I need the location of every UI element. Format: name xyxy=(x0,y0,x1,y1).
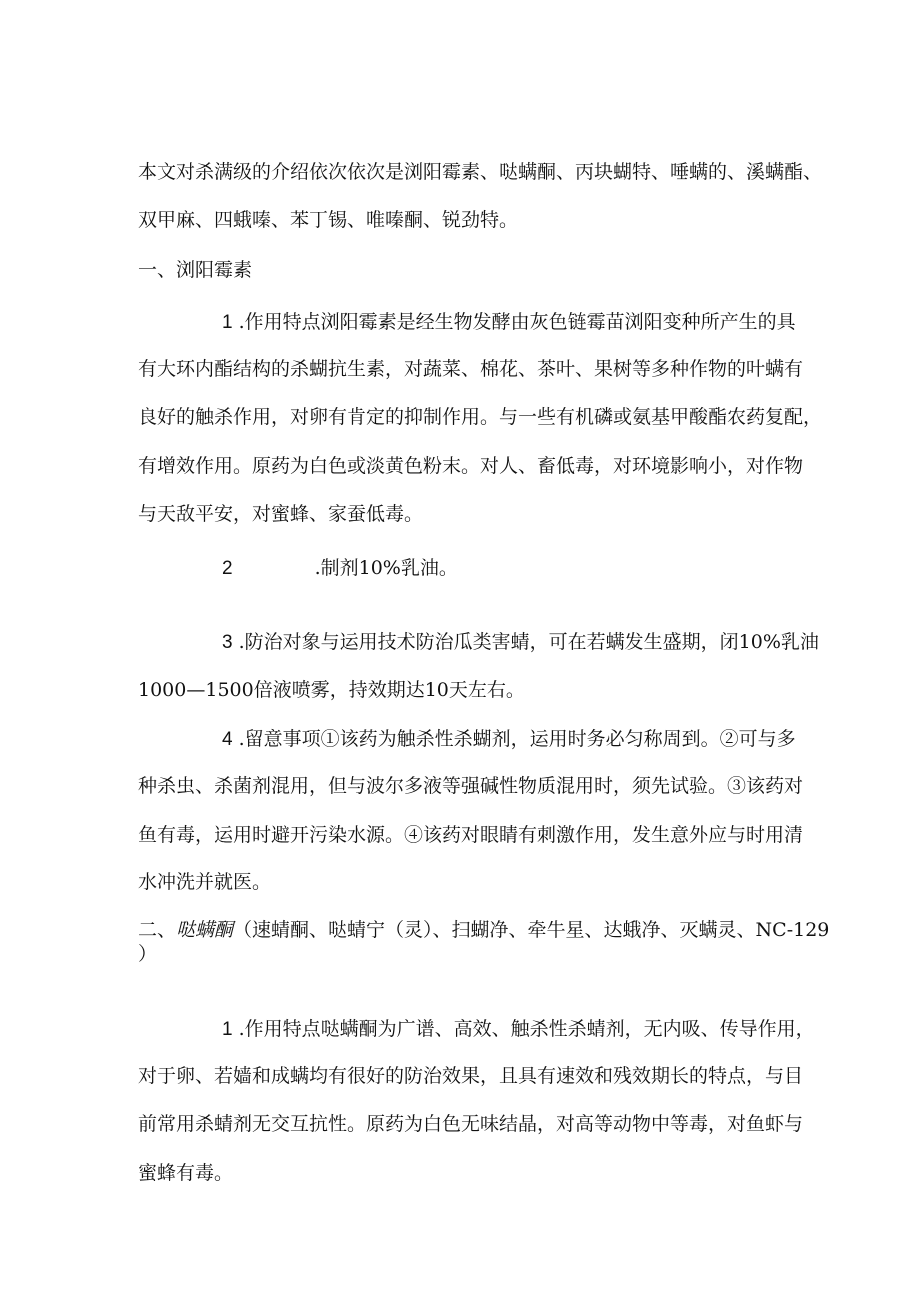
s2-p1-number: 1 xyxy=(222,1019,233,1040)
s1-p1-text-3: 良好的触杀作用，对卵有肯定的抑制作用。与一些有机磷或氨基甲酸酯农药复配， xyxy=(138,406,823,428)
s1-p4-line-2 xyxy=(138,773,804,799)
s1-p4-number: 4 xyxy=(222,729,233,750)
s1-p1-number: 1 xyxy=(222,312,233,333)
s1-p1-line-4 xyxy=(138,453,804,479)
s2-p1-text-2: 对于卵、若嫱和成螨均有很好的防治效果，且具有速效和残效期长的特点，与目 xyxy=(138,1065,804,1087)
s1-p3-text-2: 1000—1500倍液喷雾，持效期达10天左右。 xyxy=(138,679,525,701)
s1-p3-line-2 xyxy=(138,677,788,703)
s1-p1-text-5: 与天敌平安，对蜜蜂、家蚕低毒。 xyxy=(138,503,424,525)
s1-p4-text-1: .留意事项①该药为触杀性杀蝴剂，运用时务必匀称周到。②可与多 xyxy=(238,728,796,750)
section1-heading-text: 一、浏阳霉素 xyxy=(138,259,253,281)
s1-p4-text-2: 种杀虫、杀菌剂混用，但与波尔多液等强碱性物质混用时，须先试验。③该药对 xyxy=(138,775,804,797)
s1-p1-text-2: 有大环内酯结构的杀蝴抗生素，对蔬菜、棉花、茶叶、果树等多种作物的叶螨有 xyxy=(138,358,804,380)
section2-heading xyxy=(138,917,830,943)
s1-p3-line-1 xyxy=(222,629,819,656)
s1-p1-line-5 xyxy=(138,501,788,527)
s1-p3-text-1: .防治对象与运用技术防治瓜类害蜻，可在若螨发生盛期，闭10%乳油 xyxy=(238,631,819,653)
section2-heading-name: 哒螨酮 xyxy=(176,919,234,941)
s1-p4-text-3: 鱼有毒，运用时避开污染水源。④该药对眼睛有刺激作用，发生意外应与时用清 xyxy=(138,824,804,846)
s1-p4-line-3 xyxy=(138,822,804,848)
s1-p1-line-3 xyxy=(138,404,823,430)
s1-p2-text: .制剂10%乳油。 xyxy=(314,557,458,579)
section2-heading-aliases: （速蜻酮、哒蜻宁（灵）、扫蝴净、牵牛星、达蛾净、灭螨灵、NC-129 xyxy=(233,919,830,941)
s2-p1-text-4: 蜜蜂有毒。 xyxy=(138,1162,234,1184)
s2-p1-line-2 xyxy=(138,1063,804,1089)
intro-text-2: 双甲麻、四蛾嗪、苯丁锡、唯嗪酮、锐劲特。 xyxy=(138,209,519,231)
s2-p1-text-1: .作用特点哒螨酮为广谱、高效、触杀性杀蜻剂，无内吸、传导作用， xyxy=(238,1018,815,1040)
s2-p1-line-4 xyxy=(138,1160,788,1186)
intro-line-2 xyxy=(138,207,788,233)
s1-p3-number: 3 xyxy=(222,632,233,653)
section2-heading-close: ） xyxy=(138,943,158,965)
section2-heading-close-line xyxy=(138,941,788,967)
intro-text-1: 本文对杀满级的介绍依次依次是浏阳霉素、哒螨酮、丙块蝴特、唾螨的、溪螨酯、 xyxy=(138,161,823,183)
s2-p1-line-1 xyxy=(222,1016,815,1043)
s1-p1-line-2 xyxy=(138,356,804,382)
s1-p1-text-1: .作用特点浏阳霉素是经生物发酵由灰色链霉苗浏阳变种所产生的具 xyxy=(238,311,796,333)
section1-heading xyxy=(138,257,788,283)
s2-p1-line-3 xyxy=(138,1111,804,1137)
s1-p1-text-4: 有增效作用。原药为白色或淡黄色粉末。对人、畜低毒，对环境影响小，对作物 xyxy=(138,455,804,477)
s1-p4-text-4: 水冲洗并就医。 xyxy=(138,871,272,893)
s1-p1-line-1 xyxy=(222,309,796,336)
s1-p4-line-1 xyxy=(222,726,796,753)
s1-p4-line-4 xyxy=(138,869,788,895)
s2-p1-text-3: 前常用杀蜻剂无交互抗性。原药为白色无味结晶，对高等动物中等毒，对鱼虾与 xyxy=(138,1113,804,1135)
s1-p2-line xyxy=(222,555,788,582)
section2-heading-prefix: 二、 xyxy=(138,919,177,941)
intro-line-1 xyxy=(138,159,823,185)
s1-p2-number: 2 xyxy=(222,558,233,579)
